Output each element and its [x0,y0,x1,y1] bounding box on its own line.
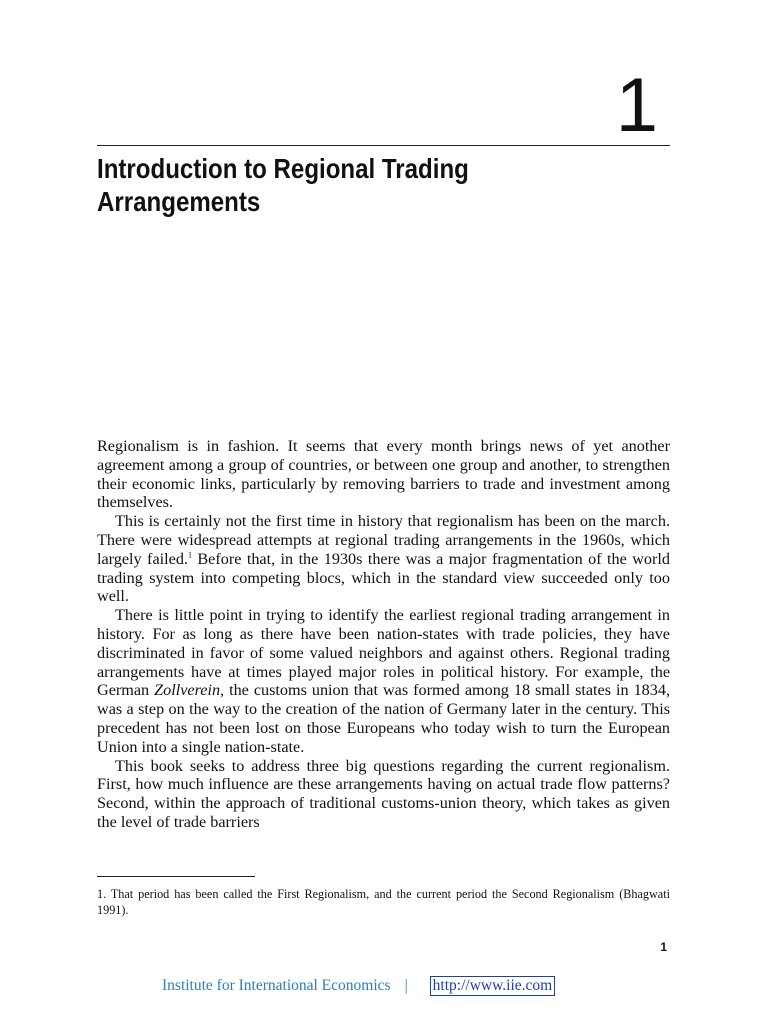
footnote-rule [97,876,255,877]
chapter-number: 1 [615,63,658,148]
body-text [97,437,670,832]
footer-separator: | [404,977,408,994]
footnote: 1. That period has been called the First Regionalism, and the current period the Second Regionalism (Bhagwati 1991). [97,887,670,917]
footer-publisher: Institute for International Economics [162,977,391,994]
chapter-rule [97,145,670,146]
chapter-title-line-1: Introduction to Regional Trading [97,153,469,184]
paragraph-4: This book seeks to address three big questions regarding the current regionalism. First, how much influence are these arrangements having on actual trade flow patterns? Second, within the approach of traditional customs-union theory, which takes as given the level of trade barriers [97,756,670,831]
zollverein-term: Zollverein, [154,681,225,700]
paragraph-3-part-a: There is little point in trying to identify the earliest regional trading arrangement in history. For as long as there have been nation-states with trade policies, they have discriminated in favor of some valued neighbors and against others. Regional trading arrangements have at times played major roles in political history. For example, the German [97,606,670,700]
paragraph-3 [97,606,670,756]
page-number: 1 [660,940,667,954]
chapter-title-line-2: Arrangements [97,186,261,217]
paragraph-2-part-b: Before that, in the 1930s there was a major fragmentation of the world trading system into competing blocs, which in the standard view succeeded only too well. [97,549,670,606]
paragraph-3-part-b: the customs union that was formed among 18 small states in 1834, was a step on the way to the creation of the nation of Germany later in the century. This precedent has not been lost on those Europeans who today wish to turn the European Union into a single nation-state. [97,681,670,756]
paragraph-2 [97,512,670,606]
footer-url-link[interactable]: http://www.iie.com [430,976,556,996]
footer [162,976,555,996]
paragraph-1: Regionalism is in fashion. It seems that every month brings news of yet another agreement among a group of countries, or between one group and another, to strengthen their economic links, particularly by removing barriers to trade and investment among themselves. [97,437,670,512]
paragraph-2-part-a: This is certainly not the first time in history that regionalism has been on the march. There were widespread attempts at regional trading arrangements in the 1960s, which largely failed. [97,512,670,568]
footnote-reference[interactable]: 1 [187,550,192,560]
chapter-title [97,152,665,218]
